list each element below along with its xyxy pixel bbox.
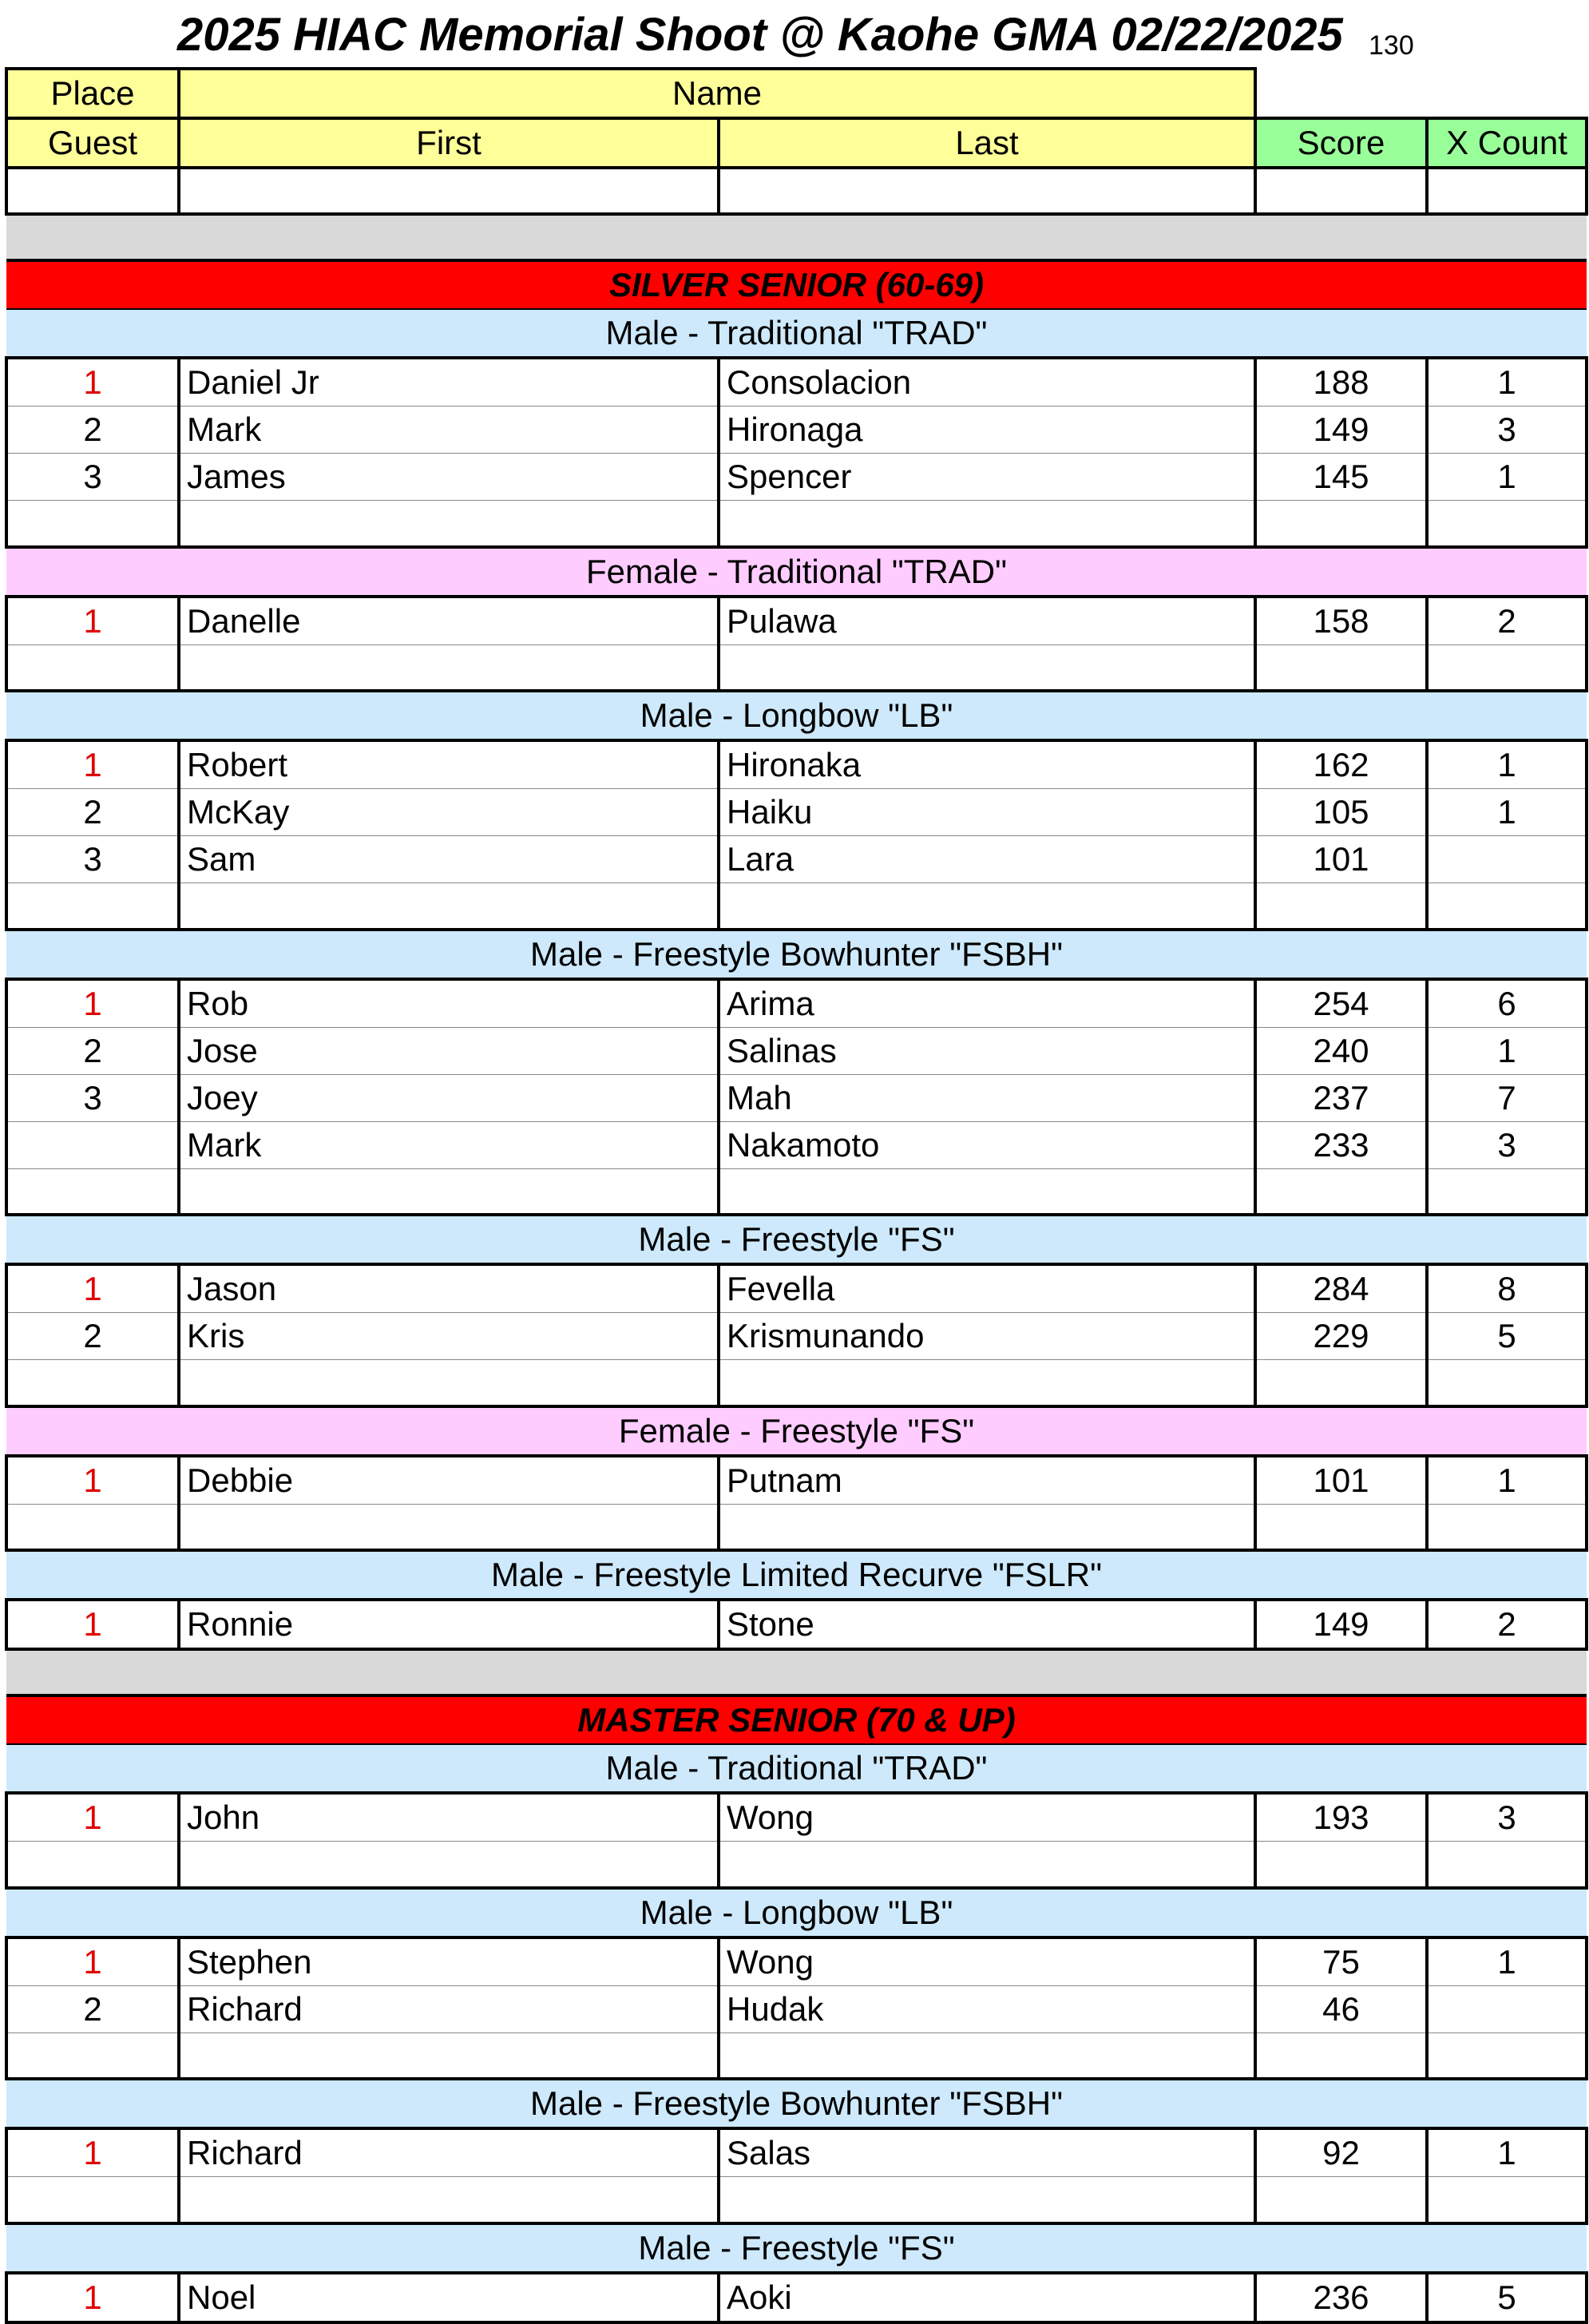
x-count-cell: 3 xyxy=(1427,1121,1587,1168)
first-name-cell: Kris xyxy=(179,1313,719,1360)
score-cell: 158 xyxy=(1255,597,1427,645)
last-name-cell: Krismunando xyxy=(719,1313,1255,1360)
x-count-cell: 1 xyxy=(1427,789,1587,836)
division-title: Male - Freestyle Bowhunter "FSBH" xyxy=(6,2079,1587,2128)
first-name-cell xyxy=(179,2033,719,2079)
place-cell xyxy=(6,1504,179,1550)
result-row xyxy=(6,358,1587,407)
result-row xyxy=(6,1937,1587,1986)
result-row xyxy=(6,501,1587,547)
x-count-cell xyxy=(1427,883,1587,930)
x-count-cell: 8 xyxy=(1427,1264,1587,1313)
header-score: Score xyxy=(1255,118,1427,168)
last-name-cell: Putnam xyxy=(719,1456,1255,1505)
result-row xyxy=(6,789,1587,836)
score-cell: 233 xyxy=(1255,1121,1427,1168)
score-cell xyxy=(1255,1842,1427,1888)
first-name-cell: Daniel Jr xyxy=(179,358,719,407)
last-name-cell: Stone xyxy=(719,1600,1255,1649)
first-name-cell: Jose xyxy=(179,1027,719,1074)
x-count-cell: 3 xyxy=(1427,1793,1587,1842)
last-name-cell xyxy=(719,1504,1255,1550)
blank-cell xyxy=(1427,168,1587,214)
page-title: 2025 HIAC Memorial Shoot @ Kaohe GMA 02/22/2025 xyxy=(177,9,1343,61)
division-header xyxy=(6,1550,1587,1600)
first-name-cell: John xyxy=(179,1793,719,1842)
separator-cell xyxy=(6,214,1587,260)
x-count-cell: 5 xyxy=(1427,2273,1587,2322)
first-name-cell: Richard xyxy=(179,2128,719,2177)
score-cell: 105 xyxy=(1255,789,1427,836)
result-row xyxy=(6,883,1587,930)
blank-cell xyxy=(6,168,179,214)
first-name-cell: Richard xyxy=(179,1985,719,2033)
result-row xyxy=(6,1985,1587,2033)
last-name-cell xyxy=(719,501,1255,547)
division-title: Female - Traditional "TRAD" xyxy=(6,547,1587,597)
result-row xyxy=(6,1842,1587,1888)
first-name-cell: Stephen xyxy=(179,1937,719,1986)
place-cell xyxy=(6,883,179,930)
x-count-cell xyxy=(1427,1168,1587,1215)
last-name-cell: Lara xyxy=(719,836,1255,883)
first-name-cell: James xyxy=(179,454,719,501)
blank-cell xyxy=(179,168,719,214)
last-name-cell: Salas xyxy=(719,2128,1255,2177)
place-cell xyxy=(6,1168,179,1215)
score-cell xyxy=(1255,1504,1427,1550)
first-name-cell: McKay xyxy=(179,789,719,836)
score-cell: 149 xyxy=(1255,1600,1427,1649)
last-name-cell: Pulawa xyxy=(719,597,1255,645)
last-name-cell: Aoki xyxy=(719,2273,1255,2322)
score-cell: 240 xyxy=(1255,1027,1427,1074)
result-row xyxy=(6,1360,1587,1406)
last-name-cell xyxy=(719,1360,1255,1406)
result-row xyxy=(6,454,1587,501)
result-row xyxy=(6,1504,1587,1550)
last-name-cell: Consolacion xyxy=(719,358,1255,407)
separator-band xyxy=(6,214,1587,260)
x-count-cell: 5 xyxy=(1427,1313,1587,1360)
result-row xyxy=(6,1793,1587,1842)
last-name-cell xyxy=(719,883,1255,930)
x-count-cell xyxy=(1427,836,1587,883)
separator-band xyxy=(6,1649,1587,1695)
place-cell xyxy=(6,1121,179,1168)
x-count-cell: 6 xyxy=(1427,979,1587,1028)
title-row xyxy=(0,0,1589,67)
header-row-1 xyxy=(6,69,1587,118)
x-count-cell: 1 xyxy=(1427,1937,1587,1986)
score-cell: 229 xyxy=(1255,1313,1427,1360)
last-name-cell: Hironaka xyxy=(719,740,1255,789)
place-cell xyxy=(6,501,179,547)
last-name-cell: Hironaga xyxy=(719,407,1255,454)
category-title: SILVER SENIOR (60-69) xyxy=(6,260,1587,309)
result-row xyxy=(6,407,1587,454)
score-cell: 236 xyxy=(1255,2273,1427,2322)
place-cell: 1 xyxy=(6,358,179,407)
place-cell: 3 xyxy=(6,454,179,501)
last-name-cell: Wong xyxy=(719,1793,1255,1842)
first-name-cell xyxy=(179,1504,719,1550)
result-row xyxy=(6,1074,1587,1121)
first-name-cell: Jason xyxy=(179,1264,719,1313)
first-name-cell: Rob xyxy=(179,979,719,1028)
place-cell xyxy=(6,1842,179,1888)
first-name-cell: Joey xyxy=(179,1074,719,1121)
first-name-cell: Danelle xyxy=(179,597,719,645)
score-cell: 162 xyxy=(1255,740,1427,789)
score-cell xyxy=(1255,883,1427,930)
first-name-cell: Ronnie xyxy=(179,1600,719,1649)
x-count-cell xyxy=(1427,2033,1587,2079)
first-name-cell: Noel xyxy=(179,2273,719,2322)
place-cell: 1 xyxy=(6,1264,179,1313)
last-name-cell: Haiku xyxy=(719,789,1255,836)
last-name-cell: Hudak xyxy=(719,1985,1255,2033)
result-row xyxy=(6,979,1587,1028)
place-cell: 2 xyxy=(6,1313,179,1360)
division-header xyxy=(6,1406,1587,1456)
results-table xyxy=(5,67,1588,2324)
x-count-cell xyxy=(1427,2177,1587,2223)
first-name-cell xyxy=(179,883,719,930)
score-cell: 254 xyxy=(1255,979,1427,1028)
division-title: Male - Freestyle "FS" xyxy=(6,2223,1587,2273)
first-name-cell xyxy=(179,1842,719,1888)
x-count-cell xyxy=(1427,1985,1587,2033)
score-cell: 149 xyxy=(1255,407,1427,454)
division-header xyxy=(6,309,1587,358)
x-count-cell: 3 xyxy=(1427,407,1587,454)
division-title: Female - Freestyle "FS" xyxy=(6,1406,1587,1456)
x-count-cell: 1 xyxy=(1427,358,1587,407)
last-name-cell: Wong xyxy=(719,1937,1255,1986)
score-cell: 145 xyxy=(1255,454,1427,501)
x-count-cell: 1 xyxy=(1427,454,1587,501)
last-name-cell: Mah xyxy=(719,1074,1255,1121)
division-header xyxy=(6,2223,1587,2273)
result-row xyxy=(6,1027,1587,1074)
division-header xyxy=(6,1744,1587,1793)
division-header xyxy=(6,691,1587,740)
last-name-cell: Spencer xyxy=(719,454,1255,501)
division-header xyxy=(6,1888,1587,1937)
first-name-cell: Mark xyxy=(179,1121,719,1168)
place-cell xyxy=(6,2033,179,2079)
last-name-cell: Arima xyxy=(719,979,1255,1028)
place-cell xyxy=(6,644,179,691)
place-cell: 1 xyxy=(6,1793,179,1842)
division-header xyxy=(6,930,1587,979)
division-header xyxy=(6,2079,1587,2128)
first-name-cell: Mark xyxy=(179,407,719,454)
first-name-cell: Robert xyxy=(179,740,719,789)
result-row xyxy=(6,2128,1587,2177)
first-name-cell: Debbie xyxy=(179,1456,719,1505)
result-row xyxy=(6,1456,1587,1505)
division-title: Male - Traditional "TRAD" xyxy=(6,1744,1587,1793)
last-name-cell xyxy=(719,1842,1255,1888)
result-row xyxy=(6,1313,1587,1360)
result-row xyxy=(6,1168,1587,1215)
score-cell: 101 xyxy=(1255,1456,1427,1505)
blank-cell xyxy=(719,168,1255,214)
result-row xyxy=(6,2273,1587,2322)
first-name-cell xyxy=(179,1168,719,1215)
place-cell: 1 xyxy=(6,2128,179,2177)
header-name: Name xyxy=(179,69,1255,118)
score-cell xyxy=(1255,644,1427,691)
category-header xyxy=(6,260,1587,309)
result-row xyxy=(6,1264,1587,1313)
header-x-count: X Count xyxy=(1427,118,1587,168)
score-cell xyxy=(1255,2177,1427,2223)
first-name-cell xyxy=(179,1360,719,1406)
place-cell: 2 xyxy=(6,407,179,454)
x-count-cell: 1 xyxy=(1427,1456,1587,1505)
score-cell xyxy=(1255,501,1427,547)
header-spacer xyxy=(1255,69,1587,118)
place-cell: 1 xyxy=(6,1937,179,1986)
result-row xyxy=(6,2177,1587,2223)
last-name-cell xyxy=(719,2177,1255,2223)
division-title: Male - Longbow "LB" xyxy=(6,691,1587,740)
score-cell xyxy=(1255,1168,1427,1215)
place-cell: 1 xyxy=(6,740,179,789)
division-title: Male - Freestyle Limited Recurve "FSLR" xyxy=(6,1550,1587,1600)
category-title: MASTER SENIOR (70 & UP) xyxy=(6,1695,1587,1744)
x-count-cell xyxy=(1427,1360,1587,1406)
blank-cell xyxy=(1255,168,1427,214)
first-name-cell xyxy=(179,644,719,691)
first-name-cell xyxy=(179,2177,719,2223)
result-row xyxy=(6,2033,1587,2079)
category-header xyxy=(6,1695,1587,1744)
last-name-cell: Nakamoto xyxy=(719,1121,1255,1168)
division-title: Male - Longbow "LB" xyxy=(6,1888,1587,1937)
place-cell: 1 xyxy=(6,597,179,645)
division-title: Male - Traditional "TRAD" xyxy=(6,309,1587,358)
last-name-cell xyxy=(719,644,1255,691)
result-row xyxy=(6,597,1587,645)
score-cell: 92 xyxy=(1255,2128,1427,2177)
header-blank-row xyxy=(6,168,1587,214)
separator-cell xyxy=(6,1649,1587,1695)
score-cell: 284 xyxy=(1255,1264,1427,1313)
page-number: 130 xyxy=(1369,30,1414,61)
header-guest: Guest xyxy=(6,118,179,168)
place-cell: 1 xyxy=(6,2273,179,2322)
place-cell: 1 xyxy=(6,1600,179,1649)
result-row xyxy=(6,836,1587,883)
place-cell: 2 xyxy=(6,1027,179,1074)
place-cell: 2 xyxy=(6,1985,179,2033)
header-first: First xyxy=(179,118,719,168)
result-row xyxy=(6,1600,1587,1649)
x-count-cell: 7 xyxy=(1427,1074,1587,1121)
last-name-cell xyxy=(719,1168,1255,1215)
place-cell: 1 xyxy=(6,1456,179,1505)
division-title: Male - Freestyle Bowhunter "FSBH" xyxy=(6,930,1587,979)
header-row-2 xyxy=(6,118,1587,168)
division-header xyxy=(6,547,1587,597)
score-cell xyxy=(1255,2033,1427,2079)
score-cell: 101 xyxy=(1255,836,1427,883)
place-cell: 2 xyxy=(6,789,179,836)
x-count-cell xyxy=(1427,1504,1587,1550)
place-cell: 1 xyxy=(6,979,179,1028)
division-title: Male - Freestyle "FS" xyxy=(6,1215,1587,1264)
x-count-cell xyxy=(1427,501,1587,547)
last-name-cell: Salinas xyxy=(719,1027,1255,1074)
place-cell: 3 xyxy=(6,836,179,883)
score-cell: 46 xyxy=(1255,1985,1427,2033)
first-name-cell xyxy=(179,501,719,547)
x-count-cell: 1 xyxy=(1427,740,1587,789)
last-name-cell xyxy=(719,2033,1255,2079)
place-cell xyxy=(6,2177,179,2223)
first-name-cell: Sam xyxy=(179,836,719,883)
score-cell: 188 xyxy=(1255,358,1427,407)
result-row xyxy=(6,740,1587,789)
header-place: Place xyxy=(6,69,179,118)
score-cell: 193 xyxy=(1255,1793,1427,1842)
place-cell: 3 xyxy=(6,1074,179,1121)
division-header xyxy=(6,1215,1587,1264)
x-count-cell: 1 xyxy=(1427,1027,1587,1074)
score-cell xyxy=(1255,1360,1427,1406)
result-row xyxy=(6,644,1587,691)
x-count-cell: 2 xyxy=(1427,597,1587,645)
x-count-cell: 2 xyxy=(1427,1600,1587,1649)
score-cell: 75 xyxy=(1255,1937,1427,1986)
x-count-cell xyxy=(1427,644,1587,691)
result-row xyxy=(6,1121,1587,1168)
x-count-cell xyxy=(1427,1842,1587,1888)
last-name-cell: Fevella xyxy=(719,1264,1255,1313)
header-last: Last xyxy=(719,118,1255,168)
place-cell xyxy=(6,1360,179,1406)
score-cell: 237 xyxy=(1255,1074,1427,1121)
x-count-cell: 1 xyxy=(1427,2128,1587,2177)
